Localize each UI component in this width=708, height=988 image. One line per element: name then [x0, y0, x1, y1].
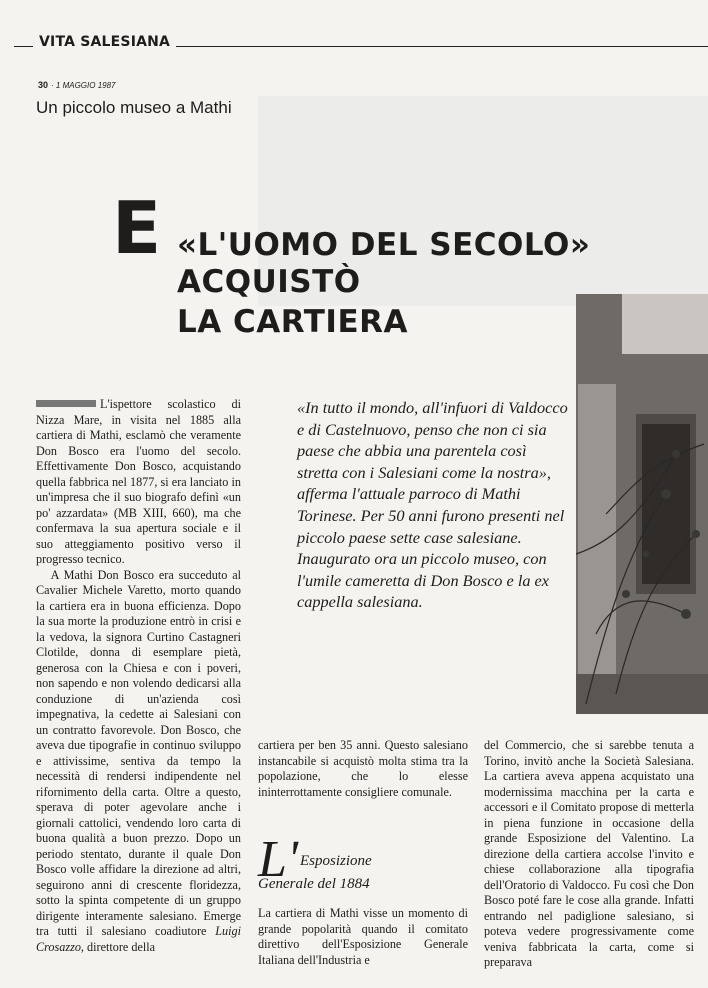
lead-bar [36, 400, 96, 407]
lead-paragraph: L'ispettore scolastico di Nizza Mare, in visita nel 1885 alla cartiera di Mathi, esclamò che veramente Don Bosco era l'uomo del secolo. Effettivamente Don Bosco, acquistando quella fabbrica nel 1877, si era lanciato in un'impresa che il suo biografo definì «un po' azzardata» (MB XIII, 660), ma che confermava la sua apertura sociale e il suo atteggiamento positivo verso il progresso tecnico. [36, 397, 241, 566]
body-column-3: del Commercio, che si sarebbe tenuta a Torino, invitò anche la Società Salesiana. La cartiera aveva appena acquistato una modernissima macchina per la carta e accessori e il Comitato propose di metterla in piena funzione in occasione della grande Esposizione del Valentino. La direzione della cartiera accolse l'invito e chiese collaborazione alla tipografia dell'Oratorio di Valdocco. Fu così che Don Bosco poté fare le cose alla grande. Infatti entrando nel padiglione salesiano, si poteva vedere progressivamente come veniva fabbricata la carta, come si preparava [484, 738, 694, 969]
pull-quote: «In tutto il mondo, all'infuori di Valdocco e di Castelnuovo, penso che non ci sia paese che abbia una parentela così stretta con i Salesiani come la nostra», afferma l'attuale parroco di Mathi Torinese. Per 50 anni furono presenti nel piccolo paese sette case salesiane. Inaugurato ora un piccolo museo, con l'umile cameretta di Don Bosco e la ex cappella salesiana. [297, 398, 568, 612]
page-info [38, 80, 115, 90]
headline-line-2: ACQUISTÒ [177, 264, 361, 300]
body-column-2: cartiera per ben 35 anni. Questo salesiano instancabile si acquistò molta stima tra la popolazione, che lo elesse ininterrottamente consigliere comunale. [258, 738, 468, 799]
article-kicker: Un piccolo museo a Mathi [36, 98, 232, 117]
subhead-line-1: Esposizione [300, 853, 372, 869]
person-name: Luigi Crosazzo, [36, 924, 242, 954]
body-paragraph-end: direttore della [87, 939, 156, 954]
subhead-line-2: Generale del 1884 [258, 876, 370, 892]
subhead-initial: L' [258, 831, 299, 888]
headline-line-3: LA CARTIERA [177, 304, 408, 340]
building-photo [576, 294, 708, 714]
body-column-1 [36, 397, 241, 955]
page-number: 30 [38, 80, 49, 90]
headline-drop-letter: E [112, 186, 162, 270]
section-title: VITA SALESIANA [33, 34, 176, 50]
headline-line-1: «L'UOMO DEL SECOLO» [177, 227, 591, 263]
issue-date: · 1 MAGGIO 1987 [51, 81, 116, 90]
body-paragraph: A Mathi Don Bosco era succeduto al Cavalier Michele Varetto, morto quando la cartiera era in buona efficienza. Dopo la sua morte la produzione entrò in crisi e la vedova, la signora Curtino Castagneri Clotilde, donna di esemplare pietà, generosa con la Chiesa e con i poveri, non sapendo e non volendo dedicarsi alla conduzione di un'azienda così impegnativa, la cedette ai Salesiani con un contratto favorevole. Don Bosco, che aveva due tipografie in continuo sviluppo e attivissime, sentiva da tempo la necessità di rendersi indipendente nel rifornimento della carta. Oltre a questo, sperava di poter agevolare anche i giornali cattolici, vendendo loro carta di buona qualità a buon prezzo. Dopo un periodo stentato, durante il quale Don Bosco volle affidare la direzione ad altri, seguirono anni di crescente floridezza, sotto la spinta competente di un gruppo dirigente interamente salesiano. Emerge tra tutti il salesiano coadiutore [36, 567, 242, 938]
body-column-2-continued: La cartiera di Mathi visse un momento di grande popolarità quando il comitato direttivo dell'Esposizione Generale Italiana dell'Industria e [258, 906, 468, 967]
